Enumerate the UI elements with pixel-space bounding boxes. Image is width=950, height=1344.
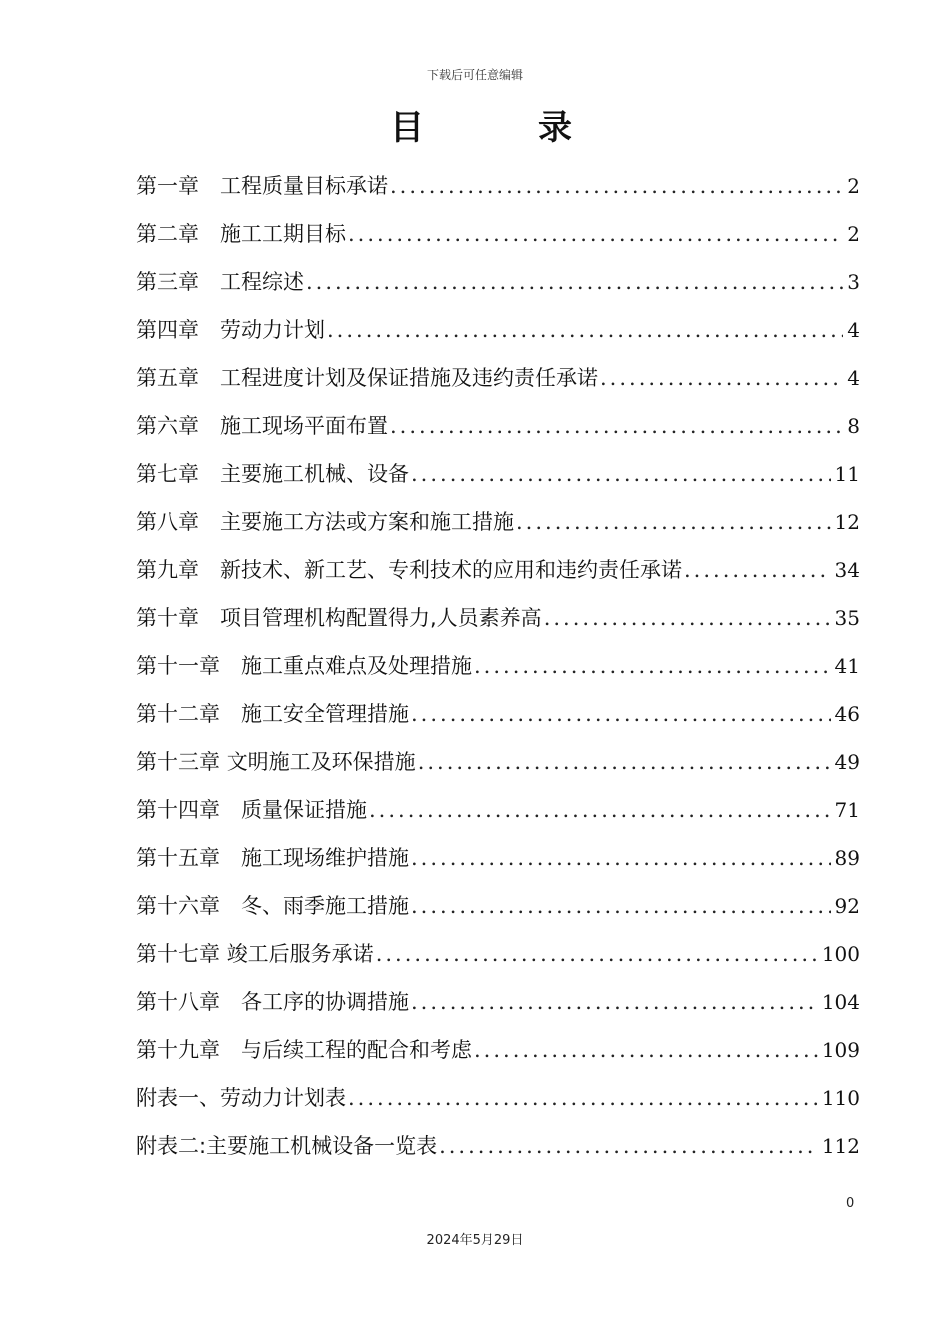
- toc-chapter-number: 第十三章: [136, 750, 220, 774]
- toc-entry-label: [136, 980, 409, 1024]
- toc-chapter-number: 第十四章: [136, 798, 220, 822]
- toc-entry-label: [136, 404, 388, 448]
- toc-chapter-title: 冬、雨季施工措施: [241, 894, 409, 918]
- toc-entry[interactable]: [136, 452, 860, 500]
- toc-page-number: 46: [834, 702, 860, 726]
- toc-dot-leader: [411, 452, 831, 496]
- toc-dot-leader: [411, 836, 831, 880]
- toc-page-number: 2: [847, 174, 860, 198]
- toc-chapter-number: 第八章: [136, 510, 199, 534]
- toc-dot-leader: [376, 932, 818, 976]
- toc-entry-label: [136, 548, 682, 592]
- toc-dot-leader: [474, 644, 831, 688]
- toc-chapter-number: 第十章: [136, 606, 199, 630]
- toc-entry-label: [136, 596, 542, 640]
- toc-entry[interactable]: [136, 1028, 860, 1076]
- toc-dot-leader: [684, 548, 831, 592]
- toc-chapter-title: 施工现场平面布置: [220, 414, 388, 438]
- toc-chapter-title: 项目管理机构配置得力,人员素养高: [220, 606, 542, 630]
- toc-dot-leader: [474, 1028, 818, 1072]
- toc-page-number: 109: [821, 1038, 860, 1062]
- toc-page-number: 92: [834, 894, 860, 918]
- toc-chapter-title: 主要施工方法或方案和施工措施: [220, 510, 514, 534]
- toc-entry[interactable]: [136, 1076, 860, 1124]
- toc-dot-leader: [411, 692, 831, 736]
- toc-dot-leader: [516, 500, 831, 544]
- toc-chapter-title: 质量保证措施: [241, 798, 367, 822]
- toc-page-number: 4: [847, 318, 860, 342]
- toc-entry[interactable]: [136, 980, 860, 1028]
- toc-chapter-number: 第十八章: [136, 990, 220, 1014]
- toc-dot-leader: [348, 1076, 818, 1120]
- toc-chapter-title: 各工序的协调措施: [241, 990, 409, 1014]
- toc-dot-leader: [411, 884, 831, 928]
- toc-entry[interactable]: [136, 836, 860, 884]
- toc-chapter-title: 施工现场维护措施: [241, 846, 409, 870]
- toc-chapter-number: 第六章: [136, 414, 199, 438]
- toc-chapter-title: 新技术、新工艺、专利技术的应用和违约责任承诺: [220, 558, 682, 582]
- toc-page-number: 35: [834, 606, 860, 630]
- toc-entry[interactable]: [136, 1124, 860, 1172]
- toc-dot-leader: [544, 596, 831, 640]
- toc-chapter-title: 主要施工机械、设备: [220, 462, 409, 486]
- toc-chapter-title: 工程综述: [220, 270, 304, 294]
- toc-entry[interactable]: [136, 308, 860, 356]
- toc-dot-leader: [348, 212, 843, 256]
- toc-entry[interactable]: [136, 404, 860, 452]
- toc-page-number: 49: [834, 750, 860, 774]
- toc-entry-label: [136, 932, 374, 976]
- toc-chapter-number: 第十七章: [136, 942, 220, 966]
- toc-entry-label: [136, 260, 304, 304]
- toc-chapter-title: 施工重点难点及处理措施: [241, 654, 472, 678]
- toc-page-number: 3: [847, 270, 860, 294]
- toc-chapter-title: 施工工期目标: [220, 222, 346, 246]
- toc-entry-label: [136, 212, 346, 256]
- toc-chapter-number: 第十五章: [136, 846, 220, 870]
- toc-entry[interactable]: [136, 596, 860, 644]
- toc-dot-leader: [411, 980, 818, 1024]
- toc-chapter-number: 附表二:: [136, 1134, 207, 1158]
- toc-page-number: 112: [821, 1134, 860, 1158]
- toc-chapter-number: 第十一章: [136, 654, 220, 678]
- toc-entry-label: [136, 356, 598, 400]
- toc-list: [136, 164, 860, 1172]
- toc-chapter-number: 第七章: [136, 462, 199, 486]
- toc-entry-label: [136, 692, 409, 736]
- toc-chapter-title: 劳动力计划: [220, 318, 325, 342]
- toc-entry[interactable]: [136, 884, 860, 932]
- toc-chapter-title: 工程质量目标承诺: [220, 174, 388, 198]
- toc-entry-label: [136, 884, 409, 928]
- toc-entry[interactable]: [136, 356, 860, 404]
- toc-dot-leader: [418, 740, 831, 784]
- toc-chapter-title: 主要施工机械设备一览表: [206, 1134, 438, 1158]
- toc-title: 目 录: [390, 108, 612, 148]
- toc-dot-leader: [390, 404, 843, 448]
- toc-chapter-number: 第一章: [136, 174, 199, 198]
- toc-chapter-title: 与后续工程的配合和考虑: [241, 1038, 472, 1062]
- toc-chapter-title: 劳动力计划表: [220, 1086, 346, 1110]
- footer-date: 2024年5月29日: [426, 1233, 524, 1248]
- page-number: 0: [846, 1196, 855, 1211]
- toc-page-number: 41: [834, 654, 860, 678]
- toc-entry-label: [136, 788, 367, 832]
- toc-entry-label: [136, 164, 388, 208]
- toc-entry-label: [136, 1124, 437, 1168]
- toc-page-number: 4: [847, 366, 860, 390]
- toc-page-number: 2: [847, 222, 860, 246]
- toc-entry[interactable]: [136, 500, 860, 548]
- header-note: 下载后可任意编辑: [426, 68, 523, 82]
- toc-chapter-title: 文明施工及环保措施: [226, 750, 416, 774]
- toc-page-number: 110: [821, 1086, 860, 1110]
- toc-entry-label: [136, 1076, 346, 1120]
- toc-entry[interactable]: [136, 932, 860, 980]
- toc-page-number: 100: [821, 942, 860, 966]
- toc-chapter-number: 附表一、: [136, 1086, 220, 1110]
- toc-entry[interactable]: [136, 260, 860, 308]
- toc-entry-label: [136, 644, 472, 688]
- toc-chapter-title: 施工安全管理措施: [241, 702, 409, 726]
- toc-entry-label: [136, 308, 325, 352]
- toc-entry-label: [136, 1028, 472, 1072]
- toc-entry[interactable]: [136, 548, 860, 596]
- toc-page-number: 104: [821, 990, 860, 1014]
- toc-chapter-number: 第十二章: [136, 702, 220, 726]
- toc-dot-leader: [306, 260, 843, 304]
- toc-chapter-number: 第九章: [136, 558, 199, 582]
- toc-chapter-number: 第十六章: [136, 894, 220, 918]
- toc-page-number: 11: [834, 462, 860, 486]
- toc-page-number: 89: [834, 846, 860, 870]
- toc-dot-leader: [369, 788, 831, 832]
- toc-entry[interactable]: [136, 692, 860, 740]
- toc-chapter-number: 第十九章: [136, 1038, 220, 1062]
- toc-chapter-title: 竣工后服务承诺: [226, 942, 374, 966]
- toc-dot-leader: [600, 356, 843, 400]
- toc-entry-label: [136, 740, 416, 784]
- toc-entry[interactable]: [136, 164, 860, 212]
- toc-chapter-number: 第四章: [136, 318, 199, 342]
- toc-chapter-number: 第三章: [136, 270, 199, 294]
- toc-chapter-number: 第五章: [136, 366, 199, 390]
- toc-page-number: 71: [834, 798, 860, 822]
- toc-entry[interactable]: [136, 740, 860, 788]
- toc-entry[interactable]: [136, 788, 860, 836]
- toc-page-number: 34: [834, 558, 860, 582]
- toc-dot-leader: [439, 1124, 818, 1168]
- toc-entry[interactable]: [136, 644, 860, 692]
- toc-entry-label: [136, 452, 409, 496]
- toc-entry-label: [136, 500, 514, 544]
- toc-chapter-number: 第二章: [136, 222, 199, 246]
- toc-dot-leader: [327, 308, 843, 352]
- toc-entry[interactable]: [136, 212, 860, 260]
- toc-page-number: 8: [847, 414, 860, 438]
- toc-entry-label: [136, 836, 409, 880]
- toc-chapter-title: 工程进度计划及保证措施及违约责任承诺: [220, 366, 598, 390]
- toc-page-number: 12: [834, 510, 860, 534]
- toc-dot-leader: [390, 164, 843, 208]
